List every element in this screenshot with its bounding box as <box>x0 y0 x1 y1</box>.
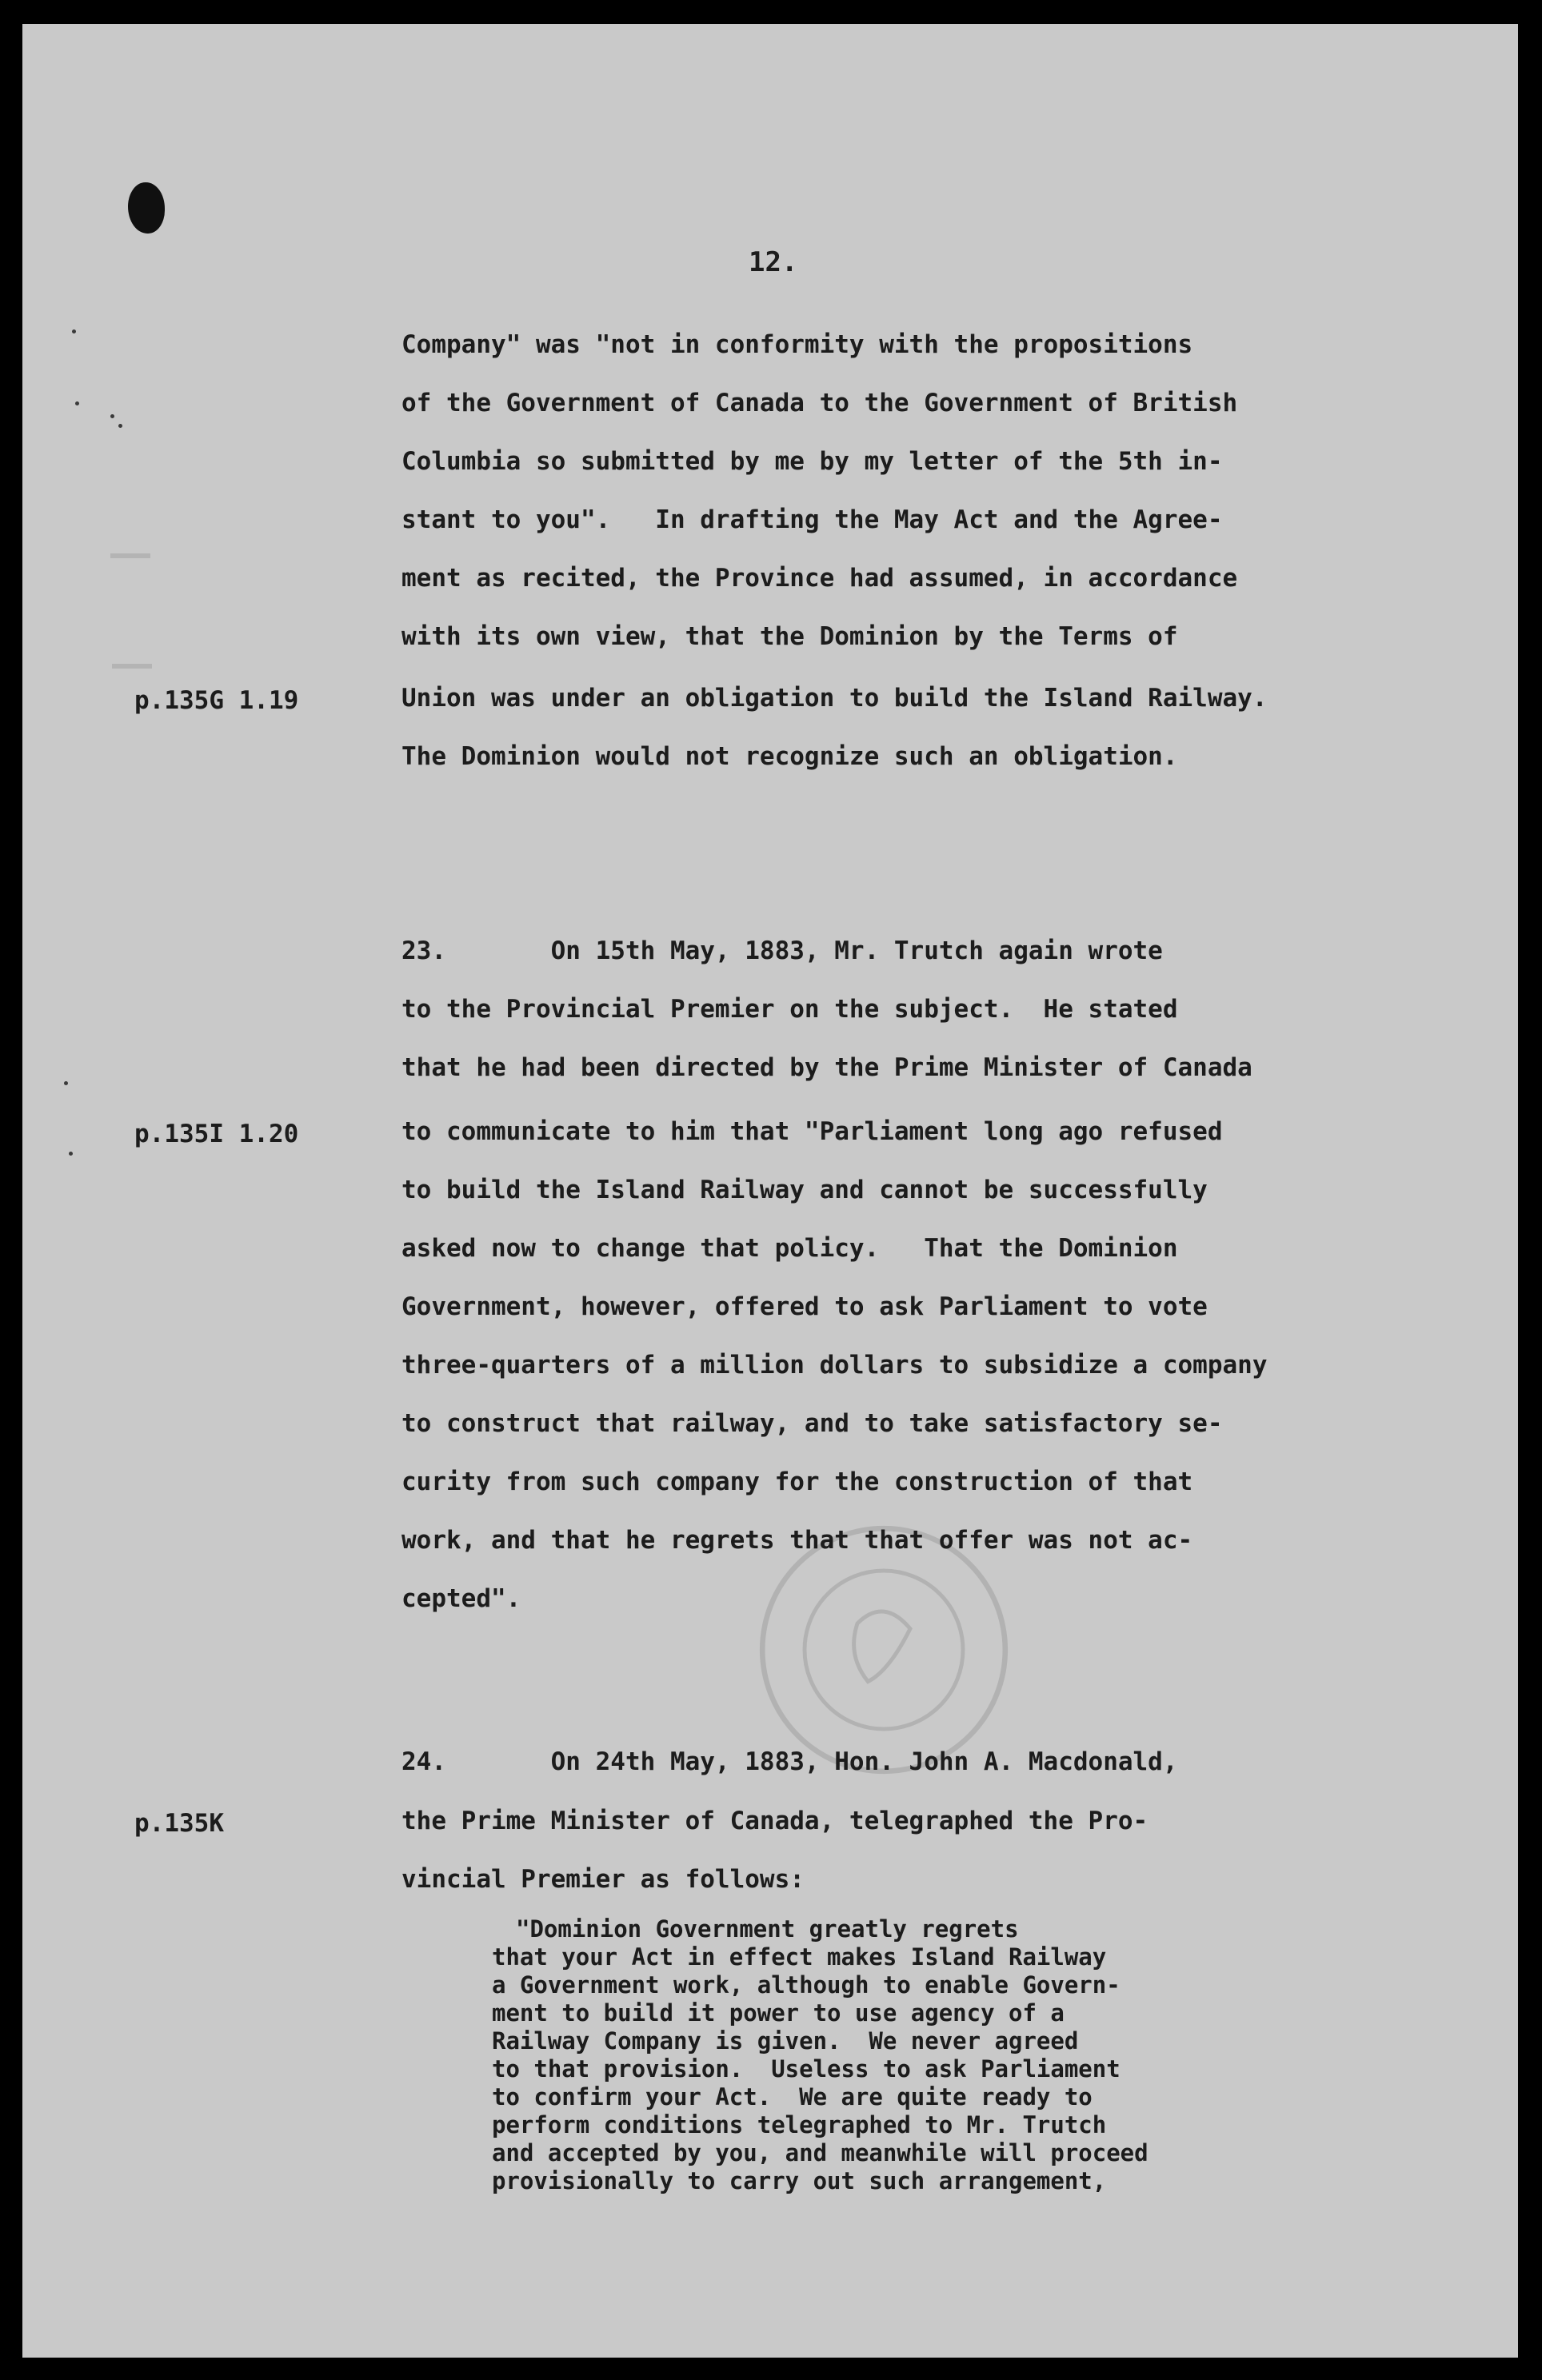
margin-reference: p.135G 1.19 <box>134 686 299 715</box>
paper-speck <box>64 1081 68 1085</box>
body-text-line: The Dominion would not recognize such an obligation. <box>401 742 1178 771</box>
quoted-telegram-line: to that provision. Useless to ask Parliament <box>492 2055 1121 2082</box>
body-text-line: three-quarters of a million dollars to subsidize a company <box>401 1351 1268 1380</box>
body-text-line: Columbia so submitted by me by my letter of the 5th in- <box>401 447 1223 476</box>
quoted-telegram-line: provisionally to carry out such arrangement, <box>492 2167 1107 2194</box>
quoted-telegram-line: Railway Company is given. We never agreed <box>492 2027 1079 2055</box>
body-text-line: Government, however, offered to ask Parliament to vote <box>401 1292 1208 1321</box>
paper-speck <box>118 424 122 428</box>
body-text-line: that he had been directed by the Prime Minister of Canada <box>401 1053 1252 1082</box>
paper-speck <box>110 414 114 418</box>
quoted-telegram-line: ment to build it power to use agency of a <box>492 1999 1065 2027</box>
paper-speck <box>75 401 79 405</box>
faint-mark <box>112 664 152 669</box>
body-text-line: vincial Premier as follows: <box>401 1865 805 1894</box>
paper-speck <box>72 329 76 333</box>
body-text-line: Company" was "not in conformity with the propositions <box>401 330 1193 359</box>
body-text-line: Union was under an obligation to build the Island Railway. <box>401 684 1268 713</box>
quoted-telegram-line: perform conditions telegraphed to Mr. Trutch <box>492 2111 1107 2138</box>
paper-speck <box>69 1152 73 1156</box>
body-text-line: cepted". <box>401 1584 521 1613</box>
body-text-line: 23. On 15th May, 1883, Mr. Trutch again wrote <box>401 936 1163 965</box>
body-text-line: work, and that he regrets that that offer was not ac- <box>401 1526 1193 1555</box>
embossed-seal-stamp <box>752 1518 1016 1782</box>
body-text-line: to communicate to him that "Parliament long ago refused <box>401 1117 1223 1146</box>
body-text-line: asked now to change that policy. That the Dominion <box>401 1234 1178 1263</box>
body-text-line: ment as recited, the Province had assumed, in accordance <box>401 564 1238 593</box>
quoted-telegram-line: and accepted by you, and meanwhile will proceed <box>492 2139 1149 2166</box>
body-text-line: of the Government of Canada to the Government of British <box>401 389 1238 417</box>
body-text-line: to the Provincial Premier on the subject. He stated <box>401 995 1178 1024</box>
body-text-line: curity from such company for the construction of that <box>401 1468 1193 1496</box>
quoted-telegram-line: "Dominion Government greatly regrets <box>516 1915 1019 1943</box>
document-page <box>22 24 1518 2358</box>
body-text-line: to build the Island Railway and cannot be successfully <box>401 1176 1208 1204</box>
body-text-line: the Prime Minister of Canada, telegraphed the Pro- <box>401 1807 1149 1835</box>
quoted-telegram-line: to confirm your Act. We are quite ready to <box>492 2083 1093 2110</box>
faint-mark <box>110 553 150 558</box>
margin-reference: p.135K <box>134 1809 224 1838</box>
body-text-line: stant to you". In drafting the May Act and the Agree- <box>401 505 1223 534</box>
quoted-telegram-line: a Government work, although to enable Govern- <box>492 1971 1121 1999</box>
body-text-line: to construct that railway, and to take satisfactory se- <box>401 1409 1223 1438</box>
page-number: 12. <box>749 246 798 278</box>
body-text-line: 24. On 24th May, 1883, Hon. John A. Macdonald, <box>401 1747 1178 1776</box>
margin-reference: p.135I 1.20 <box>134 1120 299 1148</box>
punch-hole <box>128 182 165 234</box>
quoted-telegram-line: that your Act in effect makes Island Railway <box>492 1943 1107 1971</box>
body-text-line: with its own view, that the Dominion by the Terms of <box>401 622 1178 651</box>
